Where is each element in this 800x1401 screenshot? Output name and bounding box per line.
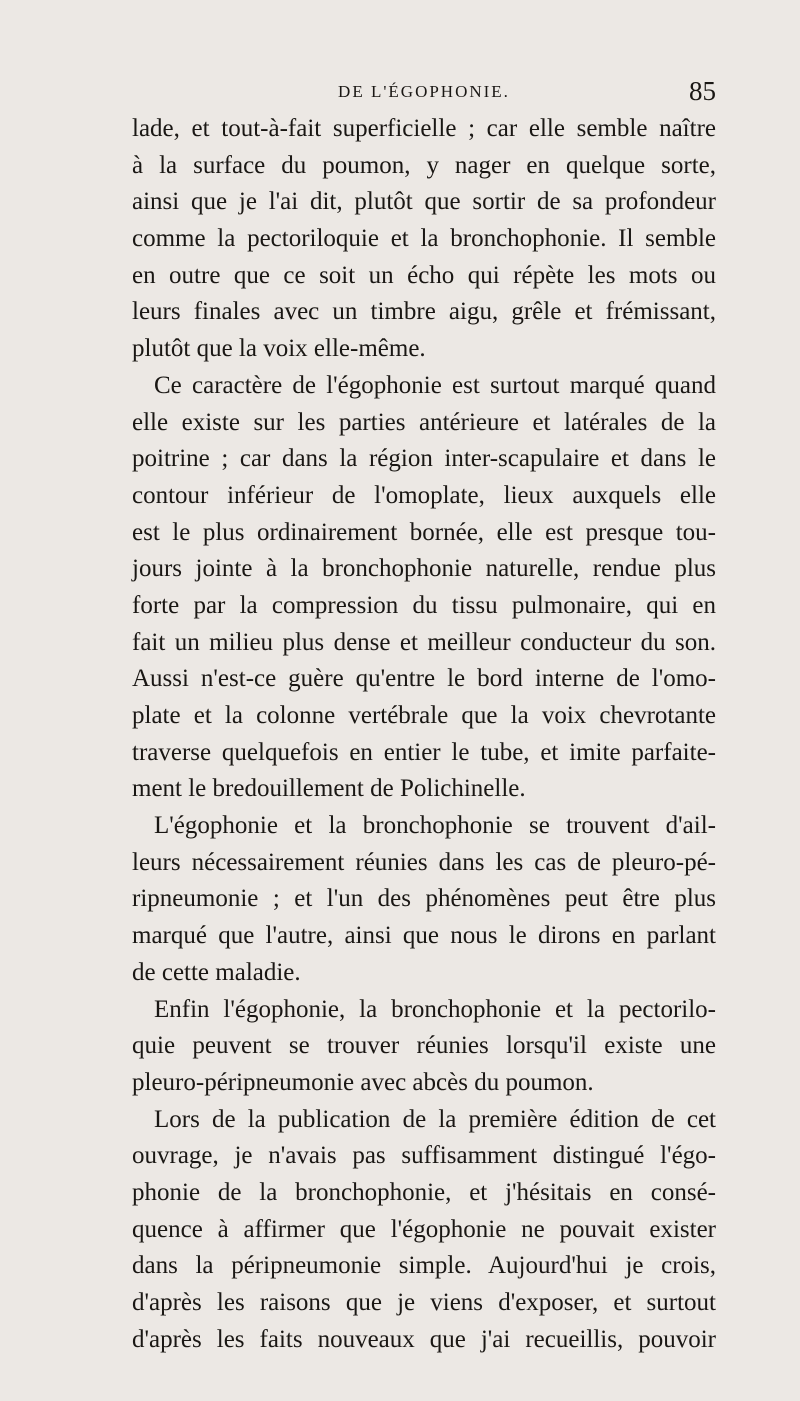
text-line: à la surface du poumon, y nager en quelque sorte, — [132, 151, 716, 179]
text-line: fait un milieu plus dense et meilleur conducteur du son. — [132, 628, 716, 656]
text-line: traverse quelquefois en entier le tube, et imite parfaite- — [132, 738, 716, 766]
body-text — [132, 111, 716, 1358]
text-line: quence à affirmer que l'égophonie ne pouvait exister — [132, 1215, 716, 1243]
running-head — [132, 76, 716, 112]
text-line: ouvrage, je n'avais pas suffisamment distingué l'égo- — [132, 1142, 716, 1170]
text-line: leurs finales avec un timbre aigu, grêle et frémissant, — [132, 298, 716, 326]
text-line: comme la pectoriloquie et la bronchophonie. Il semble — [132, 225, 716, 253]
text-line: lade, et tout-à-fait superficielle ; car elle semble naître — [132, 115, 716, 142]
text-line: ment le bredouillement de Polichinelle. — [132, 775, 526, 803]
text-line: d'après les raisons que je viens d'exposer, et surtout — [132, 1289, 716, 1316]
text-line: leurs nécessairement réunies dans les cas de pleuro-pé- — [132, 848, 716, 876]
text-line: poitrine ; car dans la région inter-scapulaire et dans le — [132, 445, 716, 473]
text-line: forte par la compression du tissu pulmonaire, qui en — [132, 591, 716, 619]
text-line: ainsi que je l'ai dit, plutôt que sortir de sa profondeur — [132, 188, 716, 216]
text-line: pleuro-péripneumonie avec abcès du poumon. — [132, 1068, 594, 1096]
text-line: elle existe sur les parties antérieure et latérales de la — [132, 408, 716, 436]
text-line: plutôt que la voix elle-même. — [132, 335, 426, 363]
text-line: dans la péripneumonie simple. Aujourd'hui je crois, — [132, 1252, 716, 1280]
text-line: de cette maladie. — [132, 958, 301, 986]
text-line: marqué que l'autre, ainsi que nous le dirons en parlant — [132, 922, 716, 950]
text-line: en outre que ce soit un écho qui répète les mots ou — [132, 261, 716, 289]
text-line: phonie de la bronchophonie, et j'hésitais en consé- — [132, 1178, 716, 1206]
page-number: 85 — [689, 76, 716, 106]
text-line: Aussi n'est-ce guère qu'entre le bord interne de l'omo- — [132, 665, 716, 693]
text-line: Ce caractère de l'égophonie est surtout marqué quand — [154, 371, 716, 399]
text-line: ripneumonie ; et l'un des phénomènes peut être plus — [132, 885, 716, 913]
text-line: est le plus ordinairement bornée, elle est presque tou- — [132, 518, 716, 546]
text-line: Enfin l'égophonie, la bronchophonie et la pectorilo- — [154, 995, 716, 1023]
text-line: L'égophonie et la bronchophonie se trouvent d'ail- — [154, 812, 716, 840]
text-line: d'après les faits nouveaux que j'ai recueillis, pouvoir — [132, 1325, 716, 1353]
running-title: DE L'ÉGOPHONIE. — [338, 82, 510, 101]
text-line: jours jointe à la bronchophonie naturelle, rendue plus — [132, 555, 716, 583]
text-line: quie peuvent se trouver réunies lorsqu'il existe une — [132, 1032, 716, 1060]
text-line: plate et la colonne vertébrale que la voix chevrotante — [132, 702, 716, 729]
text-line: Lors de la publication de la première édition de cet — [154, 1105, 716, 1133]
text-line: contour inférieur de l'omoplate, lieux auxquels elle — [132, 481, 716, 509]
